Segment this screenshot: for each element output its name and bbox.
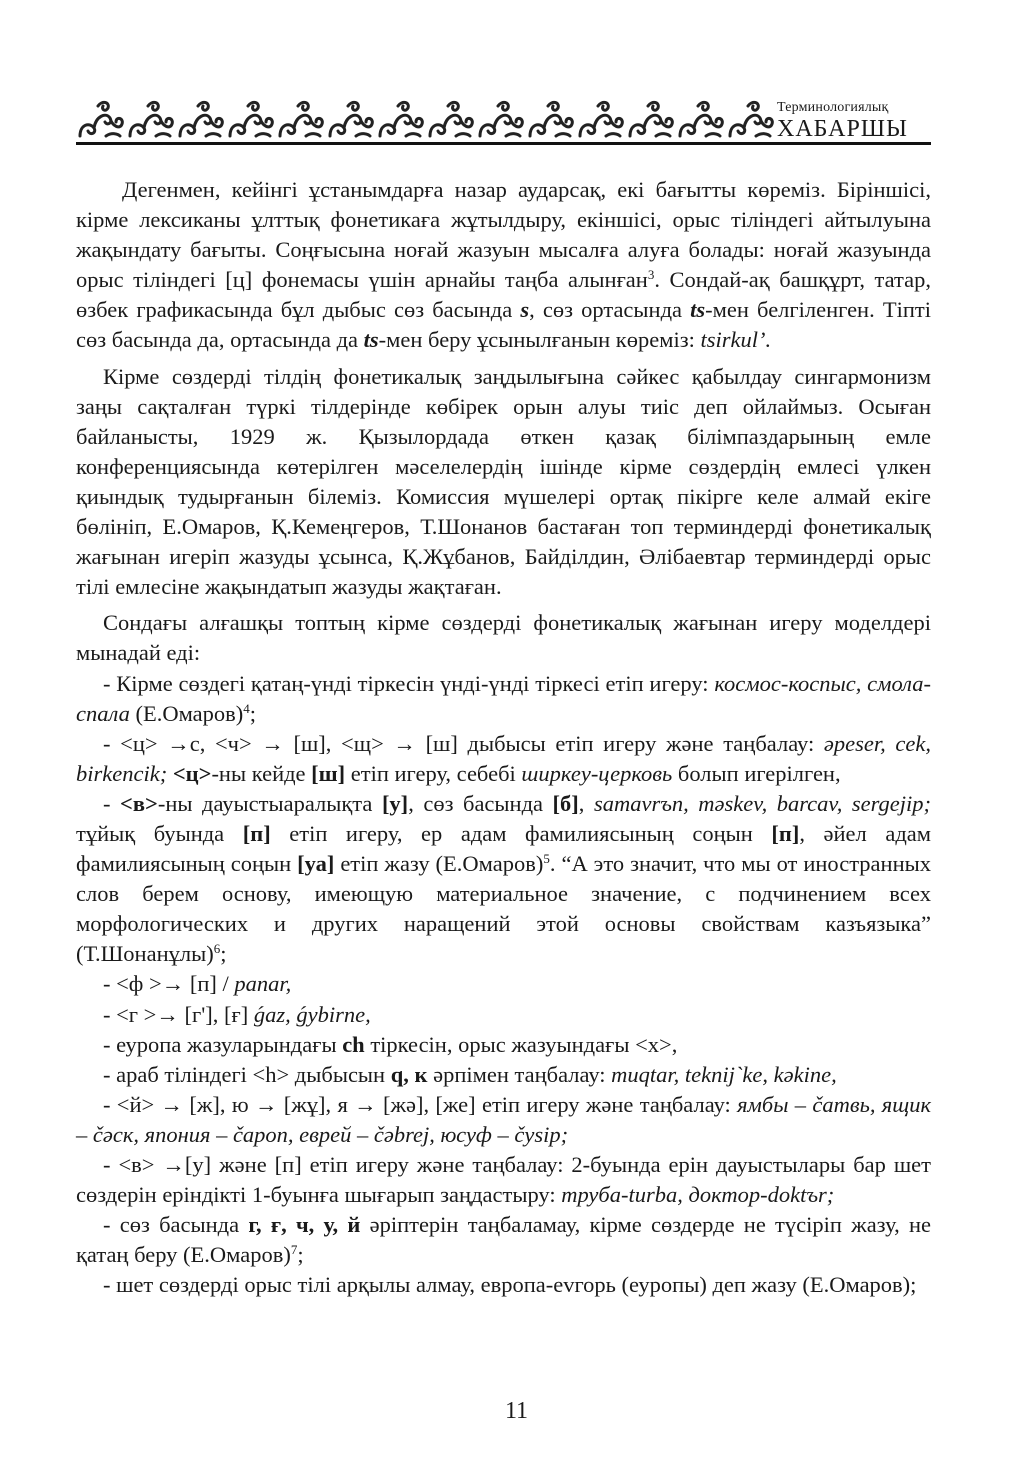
text-run: -мен беру ұсынылғанын көреміз: — [378, 327, 701, 353]
text-run: тұйық буында — [76, 820, 243, 846]
ornament-border-icon — [76, 96, 776, 142]
text-run: болып игерілген, — [672, 760, 841, 786]
paragraph — [76, 1270, 931, 1300]
text-run: етіп игеру, себебі — [345, 760, 522, 786]
text-run: - <ф >→ [п] / — [103, 971, 235, 997]
text-run: -ны дауыстыаралықта — [157, 790, 382, 816]
text-run: . “А это значит, что мы от иностранных слов берем основу, имеющую материальное значение, с подчинением всех морфологических и других наращений этой основы свойствам казъязыка” (Т.Шонанұлы) — [76, 851, 931, 967]
italic-text: əpeser, cek, birkencik; — [76, 730, 931, 786]
paragraph — [76, 1210, 931, 1270]
header-rule — [76, 142, 931, 145]
paragraph — [76, 1060, 931, 1090]
italic-text: труба-turba, доктор-doktъr; — [561, 1182, 835, 1208]
text-run: -мен белгіленген. Тіпті сөз басында да, ортасында да — [76, 297, 931, 353]
text-run: әріптерін таңбаламау, кірме сөздерде не түсіріп жазу, не қатаң беру (Е.Омаров) — [76, 1212, 931, 1268]
paragraph — [76, 1090, 931, 1150]
body-text — [76, 175, 931, 1300]
text-run: - <ц> →с, <ч> → [ш], <щ> → [ш] дыбысы етіп игеру және таңбалау: — [103, 730, 824, 756]
ornament-motif — [580, 102, 622, 136]
text-run: ; — [297, 1242, 304, 1268]
italic-text: ширкеу-церковь — [521, 760, 673, 786]
ornament-motif — [730, 102, 772, 136]
text-run: етіп жазу (Е.Омаров) — [334, 851, 544, 877]
italic-text: tsirkul’. — [700, 327, 772, 353]
text-run: (Е.Омаров) — [129, 700, 244, 726]
text-run: - <й> → [ж], ю → [жұ], я → [жә], [же] етіп игеру және таңбалау: — [103, 1091, 738, 1117]
paragraph — [76, 362, 931, 603]
text-run: - шет сөздерді орыс тілі арқылы алмау, европа-evгорь (еуропы) деп жазу (Е.Омаров); — [103, 1272, 917, 1298]
bold-text: q, к — [390, 1061, 428, 1087]
text-run: -ны кейде — [211, 760, 312, 786]
paragraph — [76, 1150, 931, 1210]
text-run: - сөз басында — [103, 1212, 249, 1238]
italic-text: samavrъn, məskev, barcav, sergejip; — [593, 790, 931, 816]
paragraph — [76, 608, 931, 668]
paragraph — [76, 729, 931, 789]
page-header — [76, 96, 931, 144]
bold-text: <ц> — [172, 760, 212, 786]
footnote-ref: 4 — [243, 700, 250, 716]
bold-text: ch — [342, 1031, 365, 1057]
paragraph — [76, 789, 931, 970]
bold-text: <в> — [120, 790, 158, 816]
ornament-motif — [680, 102, 722, 136]
bold-italic-text: ts — [690, 297, 706, 323]
italic-text: ǵaz, ǵybirne, — [253, 1001, 371, 1027]
italic-text: panar, — [234, 971, 292, 997]
bold-text: [уа] — [297, 851, 335, 877]
text-run: Дегенмен, кейінгі ұстанымдарға назар аударсақ, екі бағытты көреміз. Біріншісі, кірме лексиканы ұлттық фонетикаға жұтылдыру, екіншісі, орыс тіліндегі айтылуына жақындату бағыты. Соңғысына ноғай жазуын мысалға алуға болады: ноғай жазуында орыс тіліндегі [ц] фонемасы үшін арнайы таңба алынған — [76, 177, 931, 293]
paragraph — [76, 969, 931, 999]
ornament-motif — [380, 102, 422, 136]
text-run: - еуропа жазуларындағы — [103, 1031, 343, 1057]
text-run: , сөз басында — [408, 790, 553, 816]
bold-italic-text: ts — [363, 327, 379, 353]
ornament-motif — [430, 102, 472, 136]
page-number: 11 — [504, 1398, 529, 1424]
text-run: . Сондай-ақ башқұрт, татар, өзбек графикасында бұл дыбыс сөз басында — [76, 267, 931, 323]
text-run: - Кірме сөздегі қатаң-үнді тіркесін үнді-үнді тіркесі етіп игеру: — [103, 670, 715, 696]
italic-text: ямбы – čатвь, ящик – čәск, япония – čароп, еврей – čәbrej, юсуф – čysip; — [76, 1091, 931, 1147]
ornament-motif — [80, 102, 122, 136]
paragraph — [76, 1030, 931, 1060]
text-run: , әйел адам фамилиясының соңын — [76, 820, 931, 877]
text-run: етіп игеру, ер адам фамилиясының соңын — [270, 820, 772, 846]
text-run: - — [103, 790, 121, 816]
bold-text: [у] — [381, 790, 409, 816]
text-run: Сондағы алғашқы топтың кірме сөздерді фонетикалық жағынан игеру моделдері мынадай еді: — [76, 610, 931, 666]
bold-text: [б] — [552, 790, 579, 816]
paragraph — [76, 1000, 931, 1030]
text-run: ; — [249, 700, 257, 726]
ornament-motif — [180, 102, 222, 136]
ornament-motif — [230, 102, 272, 136]
ornament-motif — [480, 102, 522, 136]
bold-text: [ш] — [311, 760, 346, 786]
paragraph — [76, 669, 931, 729]
bold-text: [п] — [242, 820, 271, 846]
ornament-motif — [330, 102, 372, 136]
text-run: ; — [220, 941, 227, 967]
footnote-ref: 6 — [213, 941, 221, 957]
journal-name — [777, 100, 927, 142]
journal-title: ХАБАРШЫ — [777, 116, 908, 142]
italic-text: космос-коспыс, смола-спала — [76, 670, 931, 726]
ornament-motif — [280, 102, 322, 136]
text-run: Кірме сөздерді тілдің фонетикалық заңдылығына сәйкес қабылдау сингармонизм заңы сақталған түркі тілдерінде көбірек орын алуы тиіс деп ойлаймыз. Осыған байланысты, 1929 ж. Қызылордада өткен қазақ білімпаздарының емле конференциясында көтерілген мәселелердің ішінде кірме сөздердің емлесі үлкен қиындық тудырғанын білеміз. Комиссия мүшелері ортақ пікірге келе алмай екіге бөлініп, Е.Омаров, Қ.Кемеңгеров, Т.Шонанов бастаған топ терминдерді фонетикалық жағынан игеріп жазуды ұсынса, Қ.Жұбанов, Байділдин, Әлібаевтар терминдерді орыс тілі емлесіне жақындатып жазуды жақтаған. — [76, 363, 931, 600]
ornament-motif — [630, 102, 672, 136]
ornament-motif — [530, 102, 572, 136]
text-run: - араб тіліндегі <h> дыбысын — [103, 1061, 391, 1087]
bold-italic-text: s — [520, 297, 530, 323]
text-run: , сөз ортасында — [529, 297, 691, 323]
footnote-ref: 3 — [647, 267, 655, 283]
text-run: - <в> →[у] және [п] етіп игеру және таңбалау: 2-буында ерін дауыстылары бар шет сөздерін еріндікті 1-буынға шығарып заңдастыру: — [76, 1152, 931, 1208]
text-run: - <г >→ [г'], [ғ] — [103, 1001, 254, 1027]
bold-text: [п] — [771, 820, 800, 846]
text-run: тіркесін, орыс жазуындағы <х>, — [364, 1031, 678, 1057]
ornament-motif — [130, 102, 172, 136]
paragraph — [76, 175, 931, 356]
bold-text: г, ғ, ч, у, й — [248, 1212, 361, 1238]
footnote-ref: 7 — [290, 1242, 298, 1258]
text-run: , — [578, 790, 594, 816]
italic-text: muqtar, teknij`ke, kəkine, — [611, 1061, 837, 1087]
footnote-ref: 5 — [543, 851, 550, 867]
journal-subtitle: Терминологиялық — [777, 100, 889, 115]
text-run: әрпімен таңбалау: — [427, 1061, 612, 1087]
